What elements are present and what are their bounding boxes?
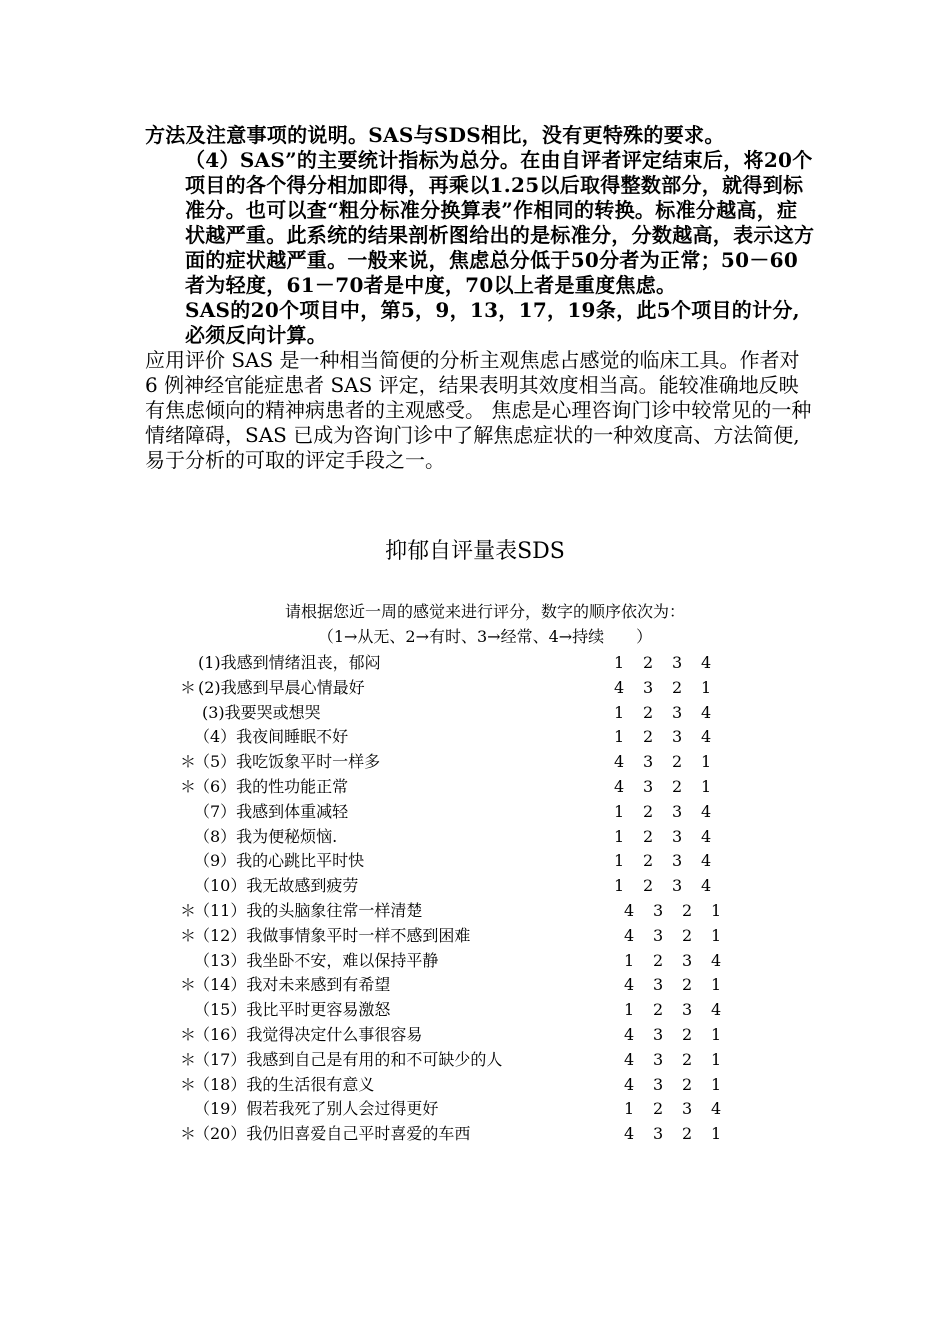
score-value: 3 (653, 1074, 664, 1094)
sds-item-text: （10）我无故感到疲劳 (194, 876, 359, 896)
score-value: 3 (653, 1049, 664, 1069)
score-value: 4 (711, 1099, 722, 1119)
score-value: 3 (682, 1099, 693, 1119)
sds-item-row (180, 775, 740, 799)
sds-item-text: (2)我感到早晨心情最好 (198, 677, 365, 697)
reverse-scored-marker: ＊ (180, 1074, 197, 1094)
sds-item-scores (624, 949, 740, 973)
sds-item-row (180, 1048, 740, 1072)
sds-item-row (180, 874, 740, 898)
score-value: 2 (682, 1124, 693, 1144)
score-value: 3 (672, 801, 683, 821)
sds-item-text: （14）我对未来感到有希望 (194, 975, 391, 995)
sds-item-text: （17）我感到自己是有用的和不可缺少的人 (194, 1049, 503, 1069)
sds-item-scores (614, 725, 730, 749)
paragraph-sas-score: （4）SAS”的主要统计指标为总分。在由自评者评定结束后，将20个项目的各个得分相加即得，再乘以1.25以后取得整数部分，就得到标准分。也可以查“粗分标准分换算表”作相同的转换。标准分越高，症状越严重。此系统的结果剖析图给出的是标准分，分数越高，表示这方面的症状越严重。一般来说，焦虑总分低于50分者为正常；50－60者为轻度，61－70者是中度，70以上者是重度焦虑。 (185, 148, 815, 297)
score-value: 4 (614, 777, 625, 796)
sds-instruction-2: （1→从无、2→有时、3→经常、4→持续 ） (317, 627, 653, 646)
sds-item-row (180, 998, 740, 1022)
sds-item-row (180, 676, 740, 700)
sds-item-text: （8）我为便秘烦恼. (194, 826, 338, 846)
score-value: 4 (624, 975, 635, 995)
sds-item-row (180, 750, 740, 774)
score-value: 2 (682, 1025, 693, 1044)
sds-item-row (180, 949, 740, 973)
sds-title: 抑郁自评量表SDS (385, 539, 565, 564)
score-value: 3 (643, 677, 654, 697)
score-value: 1 (614, 653, 625, 672)
sds-item-row (180, 701, 740, 725)
sds-item-row (180, 725, 740, 749)
score-value: 1 (701, 752, 712, 772)
sds-item-text: （9）我的心跳比平时快 (194, 851, 365, 871)
sds-item-row (180, 825, 740, 849)
score-value: 1 (614, 727, 625, 747)
score-value: 4 (711, 950, 722, 970)
score-value: 4 (701, 851, 712, 871)
score-value: 2 (643, 653, 654, 672)
score-value: 4 (624, 1074, 635, 1094)
score-value: 1 (614, 702, 625, 722)
score-value: 3 (643, 777, 654, 796)
sds-item-text: （18）我的生活很有意义 (194, 1074, 375, 1094)
score-value: 2 (672, 777, 683, 796)
score-value: 3 (653, 925, 664, 945)
sds-item-row (180, 849, 740, 873)
score-value: 4 (624, 901, 635, 920)
text-line-1: 方法及注意事项的说明。SAS与SDS相比，没有更特殊的要求。 (145, 123, 725, 147)
score-value: 3 (682, 1000, 693, 1020)
score-value: 1 (624, 1099, 635, 1119)
reverse-scored-marker: ＊ (180, 1049, 197, 1069)
score-value: 2 (643, 851, 654, 871)
paragraph-evaluation: 应用评价 SAS 是一种相当简便的分析主观焦虑占感觉的临床工具。作者对 6 例神经官能症患者 SAS 评定，结果表明其效度相当高。能较准确地反映有焦虑倾向的精神病患者的主观感受。 焦虑是心理咨询门诊中较常见的一种情绪障碍，SAS 已成为咨询门诊中了解焦虑症状的一种效度高、方法简便,易于分析的可取的评定手段之一。 (145, 348, 812, 472)
score-value: 4 (624, 1124, 635, 1144)
score-value: 3 (653, 1124, 664, 1144)
score-value: 3 (672, 851, 683, 871)
sds-item-row (180, 1073, 740, 1097)
sds-item-scores (624, 1048, 740, 1072)
sds-item-scores (614, 874, 730, 898)
score-value: 4 (701, 702, 712, 722)
score-value: 4 (624, 1025, 635, 1044)
score-value: 1 (624, 1000, 635, 1020)
sds-item-scores (624, 998, 740, 1022)
score-value: 1 (711, 1025, 722, 1044)
score-value: 1 (711, 901, 722, 920)
score-value: 1 (614, 876, 625, 896)
score-value: 4 (624, 1049, 635, 1069)
sds-item-text: （4）我夜间睡眠不好 (194, 727, 349, 747)
reverse-scored-marker: ＊ (180, 752, 197, 772)
score-value: 4 (701, 727, 712, 747)
sds-item-text: (3)我要哭或想哭 (202, 702, 321, 722)
sds-item-scores (614, 849, 730, 873)
score-value: 2 (643, 801, 654, 821)
sds-item-text: （16）我觉得决定什么事很容易 (194, 1025, 423, 1044)
sds-item-scores (624, 1122, 740, 1146)
sds-item-scores (614, 651, 730, 675)
sds-item-text: （5）我吃饭象平时一样多 (194, 752, 381, 772)
sds-item-text: （12）我做事情象平时一样不感到困难 (194, 925, 471, 945)
sds-item-row (180, 1097, 740, 1121)
score-value: 1 (711, 1074, 722, 1094)
reverse-scored-marker: ＊ (180, 975, 197, 995)
score-value: 2 (682, 975, 693, 995)
sds-item-scores (614, 750, 730, 774)
sds-item-row (180, 1122, 740, 1146)
reverse-scored-marker: ＊ (180, 677, 197, 697)
sds-item-scores (614, 825, 730, 849)
sds-item-scores (624, 899, 740, 923)
sds-item-row (180, 800, 740, 824)
score-value: 1 (711, 975, 722, 995)
score-value: 2 (682, 925, 693, 945)
score-value: 1 (711, 1124, 722, 1144)
score-value: 3 (653, 901, 664, 920)
sds-item-scores (624, 1073, 740, 1097)
score-value: 4 (701, 826, 712, 846)
reverse-scored-marker: ＊ (180, 1025, 197, 1044)
score-value: 1 (711, 1049, 722, 1069)
sds-item-scores (614, 701, 730, 725)
score-value: 1 (624, 950, 635, 970)
score-value: 3 (672, 653, 683, 672)
sds-item-scores (624, 1097, 740, 1121)
sds-item-row (180, 973, 740, 997)
score-value: 2 (653, 950, 664, 970)
score-value: 3 (672, 702, 683, 722)
sds-instruction-1: 请根据您近一周的感觉来进行评分，数字的顺序依次为： (284, 602, 685, 621)
score-value: 2 (653, 1000, 664, 1020)
sds-item-scores (624, 973, 740, 997)
sds-item-row (180, 651, 740, 675)
score-value: 1 (614, 801, 625, 821)
score-value: 3 (682, 950, 693, 970)
score-value: 2 (643, 727, 654, 747)
score-value: 4 (711, 1000, 722, 1020)
score-value: 3 (643, 752, 654, 772)
score-value: 3 (672, 727, 683, 747)
sds-item-text: （20）我仍旧喜爱自己平时喜爱的车西 (194, 1124, 471, 1144)
score-value: 2 (643, 826, 654, 846)
score-value: 4 (701, 801, 712, 821)
sds-item-scores (614, 775, 730, 799)
sds-item-text: （13）我坐卧不安，难以保持平静 (194, 950, 439, 970)
score-value: 4 (701, 876, 712, 896)
sds-item-text: （19）假若我死了别人会过得更好 (194, 1099, 439, 1119)
sds-item-text: （15）我比平时更容易激怒 (194, 1000, 391, 1020)
score-value: 2 (672, 752, 683, 772)
score-value: 3 (653, 1025, 664, 1044)
score-value: 3 (672, 876, 683, 896)
score-value: 4 (701, 653, 712, 672)
sds-item-row (180, 899, 740, 923)
score-value: 2 (643, 702, 654, 722)
score-value: 1 (701, 677, 712, 697)
score-value: 4 (624, 925, 635, 945)
sds-item-text: （7）我感到体重减轻 (194, 801, 349, 821)
score-value: 2 (653, 1099, 664, 1119)
score-value: 3 (653, 975, 664, 995)
sds-item-row (180, 1023, 740, 1047)
paragraph-top (145, 123, 815, 348)
score-value: 2 (672, 677, 683, 697)
score-value: 1 (701, 777, 712, 796)
score-value: 2 (682, 901, 693, 920)
score-value: 2 (643, 876, 654, 896)
sds-item-scores (624, 1023, 740, 1047)
sds-item-text: （6）我的性功能正常 (194, 777, 349, 796)
reverse-scored-marker: ＊ (180, 777, 197, 796)
score-value: 1 (711, 925, 722, 945)
sds-item-scores (624, 924, 740, 948)
score-value: 4 (614, 677, 625, 697)
sds-item-text: （11）我的头脑象往常一样清楚 (194, 901, 423, 920)
sds-item-row (180, 924, 740, 948)
score-value: 3 (672, 826, 683, 846)
score-value: 2 (682, 1049, 693, 1069)
score-value: 1 (614, 826, 625, 846)
paragraph-sas-reverse: SAS的20个项目中，第5，9，13，17，19条，此5个项目的计分,必须反向计算。 (185, 298, 800, 347)
reverse-scored-marker: ＊ (180, 1124, 197, 1144)
reverse-scored-marker: ＊ (180, 901, 197, 920)
score-value: 4 (614, 752, 625, 772)
sds-item-scores (614, 800, 730, 824)
sds-item-text: (1)我感到情绪沮丧，郁闷 (198, 653, 381, 672)
score-value: 2 (682, 1074, 693, 1094)
reverse-scored-marker: ＊ (180, 925, 197, 945)
sds-item-scores (614, 676, 730, 700)
score-value: 1 (614, 851, 625, 871)
